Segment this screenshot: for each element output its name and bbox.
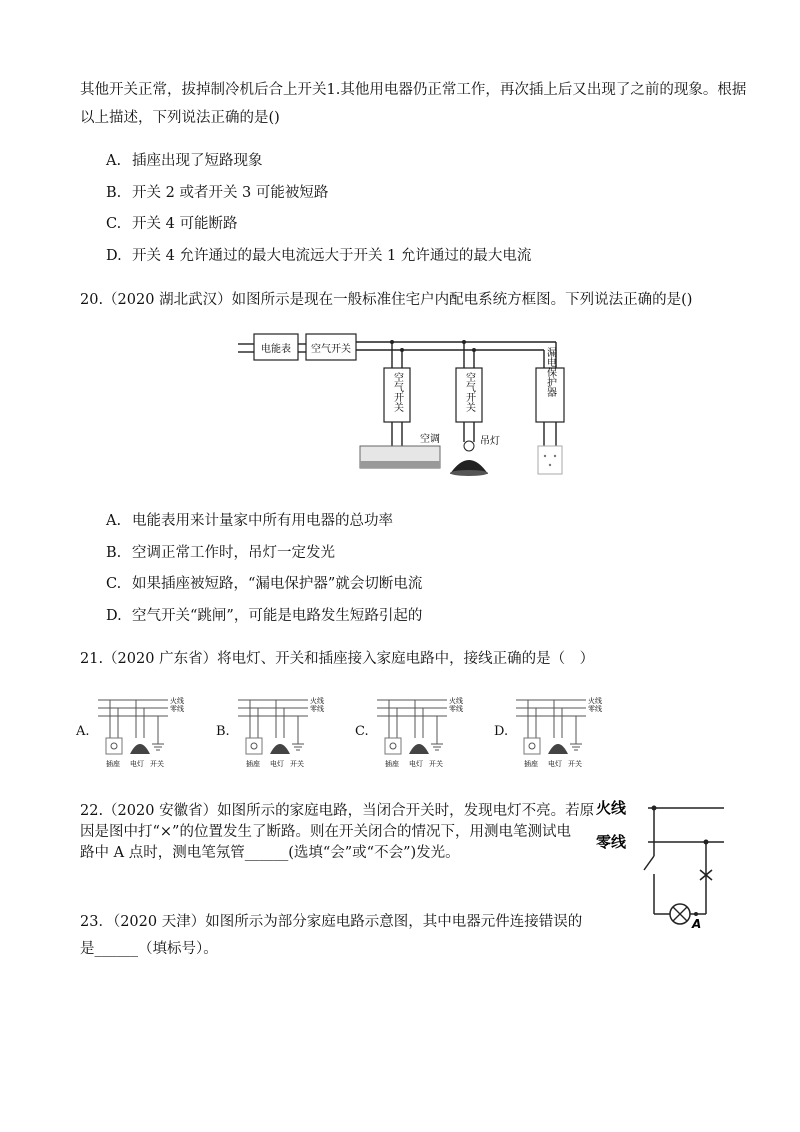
live-wire-label: 火线: [310, 697, 324, 705]
q21-choice-0: [76, 690, 201, 772]
neutral-wire-label: 零线: [596, 833, 627, 851]
wiring-diagram: [375, 690, 475, 772]
live-wire-label: 火线: [449, 697, 463, 705]
socket-label: 插座: [106, 760, 120, 768]
q23-line1: 23．（2020 天津）如图所示为部分家庭电路示意图，其中电器元件连接错误的: [80, 914, 583, 930]
socket-label: 插座: [524, 760, 538, 768]
neutral-wire-label: 零线: [170, 705, 184, 713]
lamp-label: 电灯: [130, 760, 144, 768]
switch-label: 开关: [150, 760, 164, 768]
wiring-diagram: [236, 690, 336, 772]
q21-choice-2: [355, 690, 480, 772]
q23-line2: 是______（填标号）。: [80, 941, 218, 957]
switch-label: 开关: [290, 760, 304, 768]
lamp-label: 吊灯: [480, 436, 500, 447]
point-a-label: A: [692, 917, 702, 931]
option-text: 插座出现了短路现象: [132, 153, 263, 169]
q19-option-d: [106, 246, 531, 266]
branch-switch-1-label: 空气开关: [391, 372, 403, 412]
live-wire-label: 火线: [596, 799, 627, 817]
lamp-label: 电灯: [270, 760, 284, 768]
q20-option-c: [106, 574, 422, 594]
option-letter: B.: [106, 545, 122, 561]
lamp-label: 电灯: [409, 760, 423, 768]
option-text: 开关 4 可能断路: [132, 216, 238, 232]
option-text: 开关 2 或者开关 3 可能被短路: [132, 185, 329, 201]
wiring-diagram: [96, 690, 196, 772]
choice-letter: C.: [355, 724, 369, 739]
switch-label: 开关: [429, 760, 443, 768]
neutral-wire-label: 零线: [588, 705, 602, 713]
socket-label: 插座: [246, 760, 260, 768]
q22-line2: 因是图中打“×”的位置发生了断路。则在开关闭合的情况下，用测电笔测试电: [80, 824, 571, 840]
option-letter: A.: [106, 513, 122, 529]
option-letter: A.: [106, 153, 122, 169]
q21-choice-3: [494, 690, 619, 772]
aircon-label: 空调: [420, 434, 440, 445]
q21-stem: 21.（2020 广东省）将电灯、开关和插座接入家庭电路中，接线正确的是（ ）: [80, 651, 595, 667]
socket-label: 插座: [385, 760, 399, 768]
option-text: 如果插座被短路，“漏电保护器”就会切断电流: [132, 576, 423, 592]
option-text: 空调正常工作时，吊灯一定发光: [132, 545, 335, 561]
leak-protector-label: 漏电保护器: [544, 347, 556, 397]
option-text: 电能表用来计量家中所有用电器的总功率: [132, 513, 393, 529]
neutral-wire-label: 零线: [310, 705, 324, 713]
q20-distribution-diagram: [236, 328, 566, 480]
q20-stem: 20.（2020 湖北武汉）如图所示是现在一般标准住宅户内配电系统方框图。下列说法正确的是(): [80, 292, 693, 308]
neutral-wire-label: 零线: [449, 705, 463, 713]
q19-option-c: [106, 214, 237, 234]
q19-stem-line1: 其他开关正常，拔掉制冷机后合上开关1.其他用电器仍正常工作，再次插上后又出现了之前的现象。根据: [80, 82, 747, 98]
q20-option-a: [106, 511, 393, 531]
q20-option-d: [106, 606, 422, 626]
switch-label: 开关: [568, 760, 582, 768]
q20-option-b: [106, 543, 335, 563]
branch-switch-2-label: 空气开关: [463, 372, 475, 412]
main-switch-label: 空气开关: [311, 344, 351, 355]
option-letter: D.: [106, 248, 122, 264]
option-text: 空气开关“跳闸”，可能是电路发生短路引起的: [132, 608, 423, 624]
lamp-label: 电灯: [548, 760, 562, 768]
q19-stem-line2: 以上描述，下列说法正确的是(): [80, 110, 280, 126]
q22-circuit-diagram: [592, 796, 732, 932]
option-letter: B.: [106, 185, 122, 201]
meter-label: 电能表: [261, 344, 291, 355]
q19-option-b: [106, 183, 328, 203]
q22-line3: 路中 A 点时，测电笔氖管______(选填“会”或“不会”)发光。: [80, 845, 460, 861]
option-text: 开关 4 允许通过的最大电流远大于开关 1 允许通过的最大电流: [132, 248, 532, 264]
q19-option-a: [106, 151, 263, 171]
live-wire-label: 火线: [588, 697, 602, 705]
choice-letter: A.: [76, 724, 90, 739]
live-wire-label: 火线: [170, 697, 184, 705]
wiring-diagram: [514, 690, 614, 772]
option-letter: C.: [106, 576, 122, 592]
choice-letter: D.: [494, 724, 509, 739]
choice-letter: B.: [216, 724, 230, 739]
q21-choice-1: [216, 690, 341, 772]
option-letter: C.: [106, 216, 122, 232]
option-letter: D.: [106, 608, 122, 624]
q22-line1: 22.（2020 安徽省）如图所示的家庭电路，当闭合开关时，发现电灯不亮。若原: [80, 803, 595, 819]
